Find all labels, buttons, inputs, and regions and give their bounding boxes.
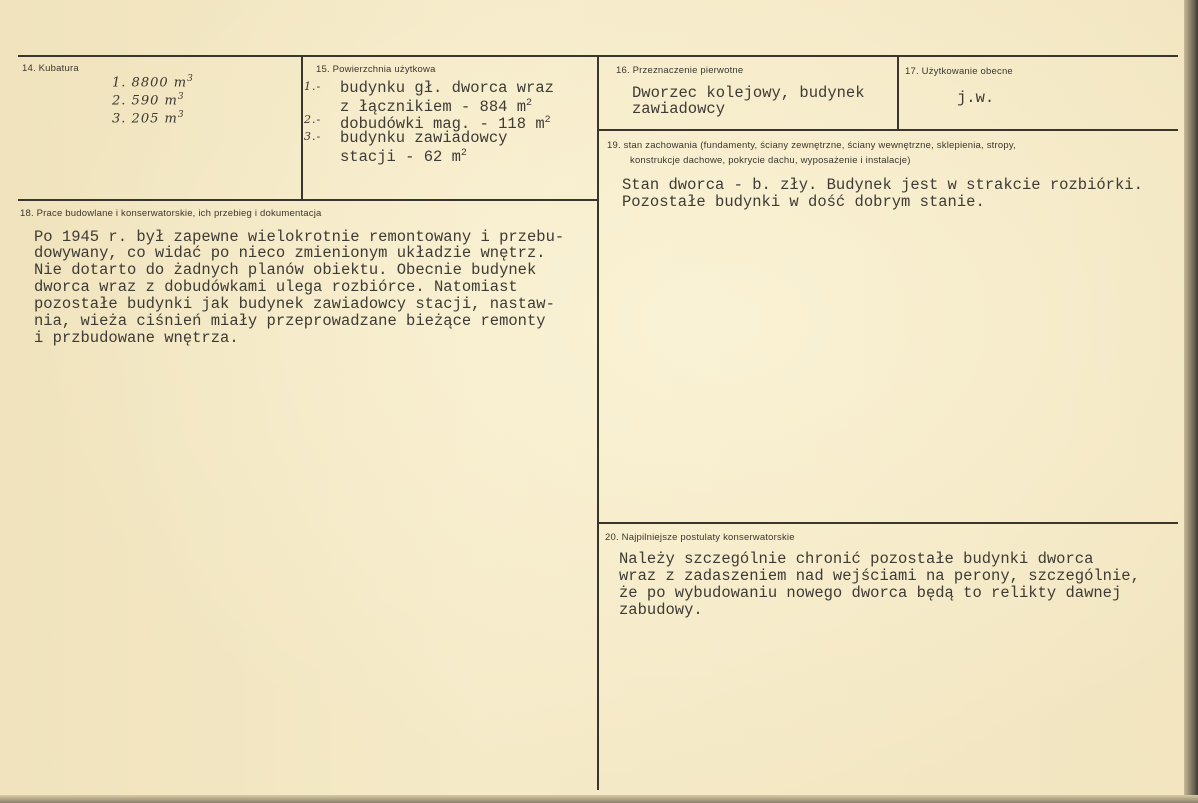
field-label-postulaty: 20. Najpilniejsze postulaty konserwatorskie [605,532,795,543]
powierzchnia-item-3-line-1: budynku zawiadowcy [340,129,508,147]
powierzchnia-item-1-line-2: z łącznikiem - 884 $m^2$ [340,98,533,117]
postulaty-line-2: wraz z zadaszeniem nad wejściami na perony, szczególnie, [619,567,1140,585]
field-label-przeznaczenie: 16. Przeznaczenie pierwotne [616,65,744,76]
card-edge-bottom [0,795,1198,803]
kubatura-item-1: 1. 8800 $m^3$ [112,74,194,91]
kubatura-item-3: 3. 205 $m^3$ [112,110,185,127]
uzytkowanie-value: j.w. [957,89,995,107]
divider-16-17 [897,55,899,129]
powierzchnia-num-3: 3.- [304,130,322,143]
prace-line-5: pozostałe budynki jak budynek zawiadowcy stacji, nastaw- [34,295,555,313]
stan-line-1: Stan dworca - b. zły. Budynek jest w strakcie rozbiórki. [622,176,1143,194]
powierzchnia-item-2-line-1: dobudówki mag. - 118 $m^2$ [340,115,551,134]
przeznaczenie-line-1: Dworzec kolejowy, budynek [632,84,865,102]
prace-line-3: Nie dotarto do żadnych planów obiektu. Obecnie budynek [34,261,537,279]
prace-line-2: dowywany, co widać po nieco zmienionym układzie wnętrz. [34,244,546,262]
rule-row1-left [18,199,598,201]
prace-line-1: Po 1945 r. był zapewne wielokrotnie remontowany i przebu- [34,228,565,246]
powierzchnia-num-2: 2.- [304,113,322,126]
field-label-kubatura: 14. Kubatura [22,63,79,74]
przeznaczenie-line-2: zawiadowcy [632,100,726,118]
divider-main [597,55,599,790]
rule-row1-right [598,129,1178,131]
postulaty-line-3: że po wybudowaniu nowego dworca będą to relikty dawnej [619,584,1122,602]
card-edge-right [1184,0,1198,803]
kubatura-item-2: 2. 590 $m^3$ [112,92,185,109]
field-label-stan-1: 19. stan zachowania (fundamenty, ściany zewnętrzne, ściany wewnętrzne, sklepienia, stropy, [607,140,1016,151]
divider-14-15 [301,55,303,199]
powierzchnia-item-1-line-1: budynku gł. dworca wraz [340,79,554,97]
field-label-stan-2: konstrukcje dachowe, pokrycie dachu, wyposażenie i instalacje) [630,155,911,166]
prace-line-6: nia, wieża ciśnień miały przeprowadzane bieżące remonty [34,312,546,330]
prace-line-7: i przbudowane wnętrza. [34,329,239,347]
stan-line-2: Pozostałe budynki w dość dobrym stanie. [622,193,985,211]
field-label-uzytkowanie: 17. Użytkowanie obecne [905,66,1013,77]
postulaty-line-4: zabudowy. [619,601,703,619]
rule-row3-right [598,522,1178,524]
postulaty-line-1: Należy szczególnie chronić pozostałe budynki dworca [619,550,1094,568]
field-label-prace: 18. Prace budowlane i konserwatorskie, ich przebieg i dokumentacja [20,208,322,219]
field-label-powierzchnia: 15. Powierzchnia użytkowa [316,64,436,75]
powierzchnia-item-3-line-2: stacji - 62 $m^2$ [340,148,467,167]
prace-line-4: dworca wraz z dobudówkami ulega rozbiórce. Natomiast [34,278,518,296]
powierzchnia-num-1: 1.- [304,80,322,93]
